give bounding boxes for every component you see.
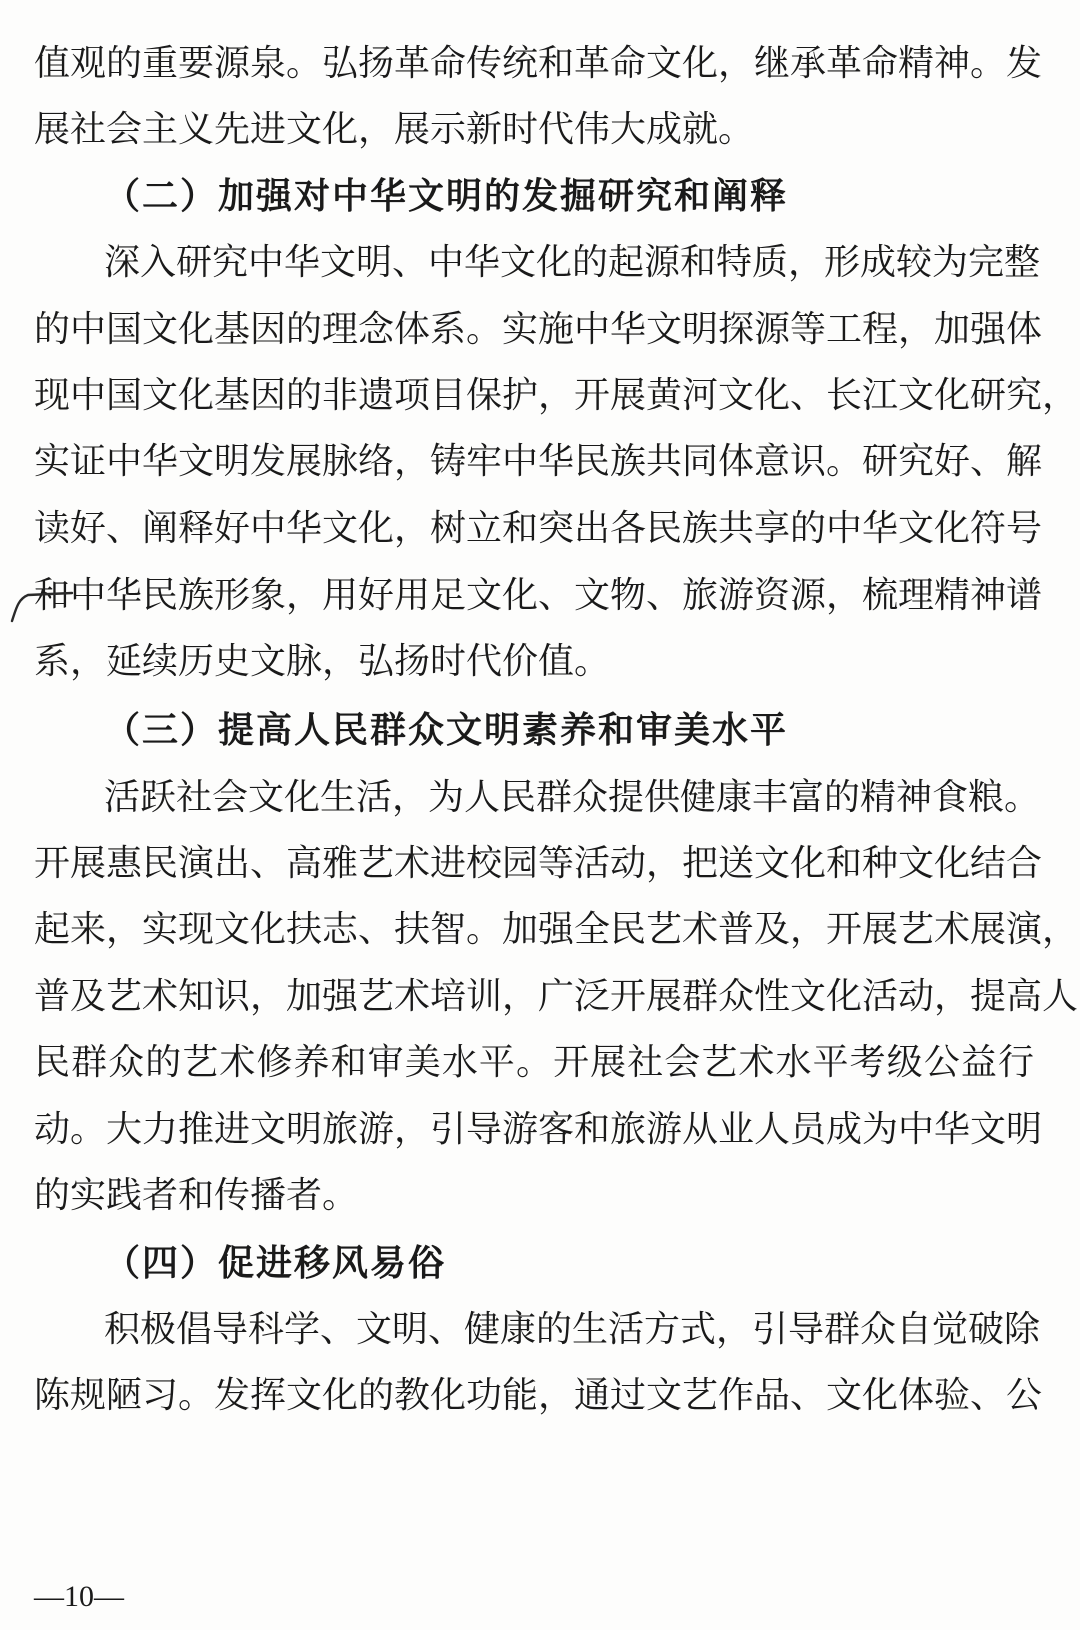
body-line: 普及艺术知识，加强艺术培训，广泛开展群众性文化活动，提高人 xyxy=(34,976,1079,1017)
body-line: 读好、阐释好中华文化，树立和突出各民族共享的中华文化符号 xyxy=(34,508,1043,549)
body-line: 现中国文化基因的非遗项目保护，开展黄河文化、长江文化研究， xyxy=(34,375,1079,416)
body-line: 实证中华文明发展脉络，铸牢中华民族共同体意识。研究好、解 xyxy=(34,441,1043,482)
section-heading-2: （二）加强对中华文明的发掘研究和阐释 xyxy=(104,175,789,217)
body-line: 值观的重要源泉。弘扬革命传统和革命文化，继承革命精神。发 xyxy=(34,43,1043,84)
body-line: 起来，实现文化扶志、扶智。加强全民艺术普及，开展艺术展演， xyxy=(34,909,1079,950)
body-line: 陈规陋习。发挥文化的教化功能，通过文艺作品、文化体验、公 xyxy=(34,1375,1043,1416)
section-heading-4: （四）促进移风易俗 xyxy=(104,1242,447,1284)
margin-pen-mark xyxy=(6,585,76,625)
body-line: 和中华民族形象，用好用足文化、文物、旅游资源，梳理精神谱 xyxy=(34,575,1043,616)
page-number: —10— xyxy=(34,1580,124,1613)
body-line: 民群众的艺术修养和审美水平。开展社会艺术水平考级公益行 xyxy=(34,1042,1034,1083)
body-line: 深入研究中华文明、中华文化的起源和特质，形成较为完整 xyxy=(104,242,1041,283)
body-line: 动。大力推进文明旅游，引导游客和旅游从业人员成为中华文明 xyxy=(34,1109,1043,1150)
body-line: 展社会主义先进文化，展示新时代伟大成就。 xyxy=(34,109,755,150)
body-line: 活跃社会文化生活，为人民群众提供健康丰富的精神食粮。 xyxy=(104,777,1041,818)
body-line: 的中国文化基因的理念体系。实施中华文明探源等工程，加强体 xyxy=(34,309,1043,350)
body-line: 的实践者和传播者。 xyxy=(34,1175,359,1216)
body-line: 积极倡导科学、文明、健康的生活方式，引导群众自觉破除 xyxy=(104,1309,1041,1350)
body-line: 系，延续历史文脉，弘扬时代价值。 xyxy=(34,641,611,682)
section-heading-3: （三）提高人民群众文明素养和审美水平 xyxy=(104,709,789,751)
body-line: 开展惠民演出、高雅艺术进校园等活动，把送文化和种文化结合 xyxy=(34,843,1043,884)
